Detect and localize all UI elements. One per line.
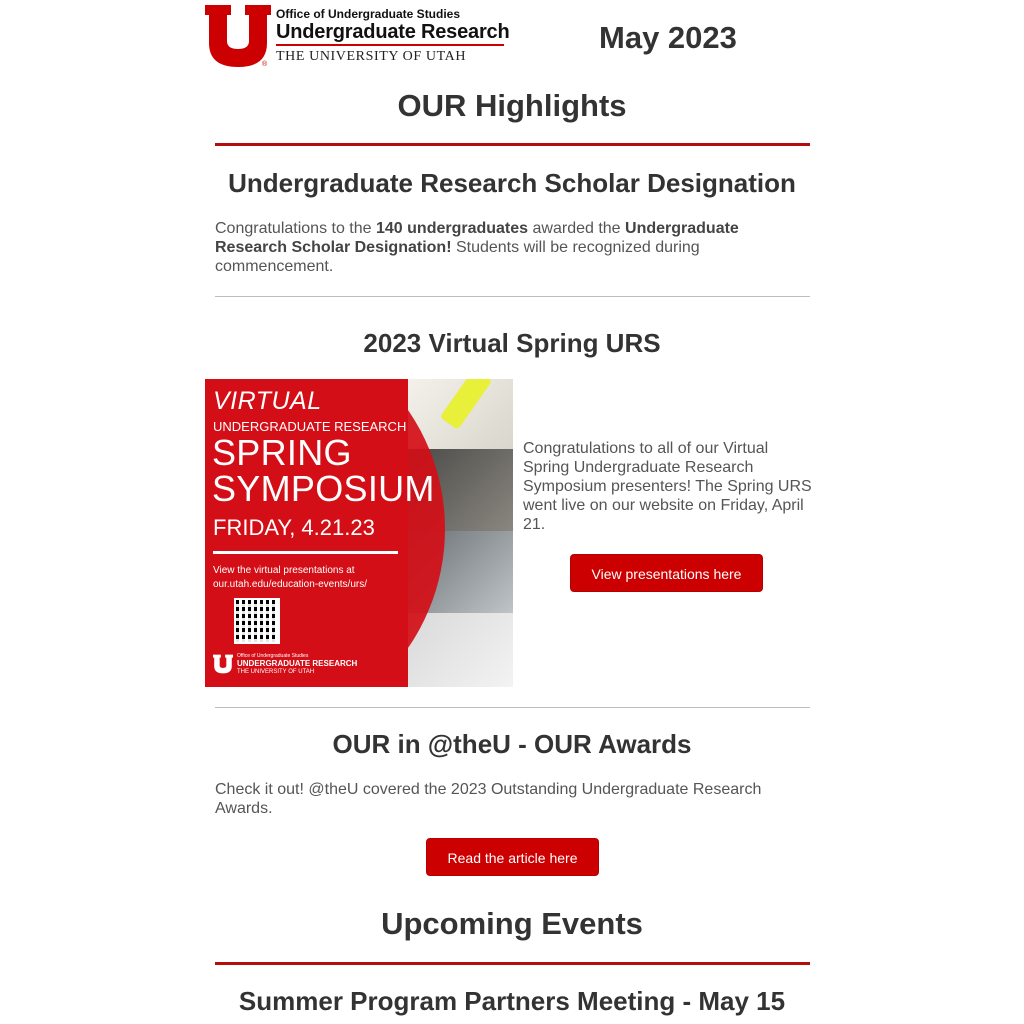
poster-logo-office: Office of Undergraduate Studies [237,653,309,659]
issue-date: May 2023 [599,20,737,55]
scholar-count: 140 undergraduates [376,220,529,237]
poster-date: FRIDAY, 4.21.23 [213,515,375,540]
section-divider [215,707,810,708]
poster-virtual: VIRTUAL [213,387,322,415]
spring-urs-heading: 2023 Virtual Spring URS [363,328,661,358]
section-divider-red [215,962,810,965]
university-label: THE UNIVERSITY OF UTAH [276,49,467,64]
poster-symposium: SYMPOSIUM [212,468,435,509]
poster-spring: SPRING [212,432,352,473]
read-article-button[interactable]: Read the article here [426,838,599,876]
poster-u-logo-icon [213,653,233,675]
scholar-text-part: Congratulations to the [215,220,376,237]
section-divider-red [215,143,810,146]
qr-code-icon [234,598,280,644]
view-presentations-button[interactable]: View presentations here [570,554,763,592]
poster-ur: UNDERGRADUATE RESEARCH [213,419,407,434]
scholar-text-part: Students will be recognized during commencement. [215,239,700,275]
spring-symposium-poster[interactable] [205,379,513,687]
poster-logo-unit: UNDERGRADUATE RESEARCH [237,659,358,668]
unit-label: Undergraduate Research [276,21,510,43]
poster-photo [408,613,513,687]
poster-view-text: View the virtual presentations at [213,565,355,576]
svg-text:®: ® [262,61,268,67]
our-awards-heading: OUR in @theU - OUR Awards [332,729,692,759]
event-title: Summer Program Partners Meeting - May 15 [238,986,786,1016]
scholar-text-part: awarded the [528,220,626,237]
highlights-heading: OUR Highlights [397,88,627,123]
spring-urs-text: Congratulations to all of our Virtual Spring Undergraduate Research Symposium presenters! The Spring URS went live on our website on Friday, April 21. [523,440,812,533]
our-awards-text: Check it out! @theU covered the 2023 Outstanding Undergraduate Research Awards. [215,781,762,817]
poster-logo-university: THE UNIVERSITY OF UTAH [237,669,315,675]
logo-divider [276,44,504,46]
poster-divider [213,551,398,554]
section-divider [215,296,810,297]
poster-url: our.utah.edu/education-events/urs/ [213,579,367,590]
scholar-designation-text [215,219,775,276]
upcoming-events-heading: Upcoming Events [381,906,643,941]
scholar-designation-heading: Undergraduate Research Scholar Designation [228,168,796,198]
scholar-designation-name: Undergraduate Research Scholar Designation! [215,220,739,256]
office-label: Office of Undergraduate Studies [276,7,461,21]
u-logo-icon [205,5,271,67]
